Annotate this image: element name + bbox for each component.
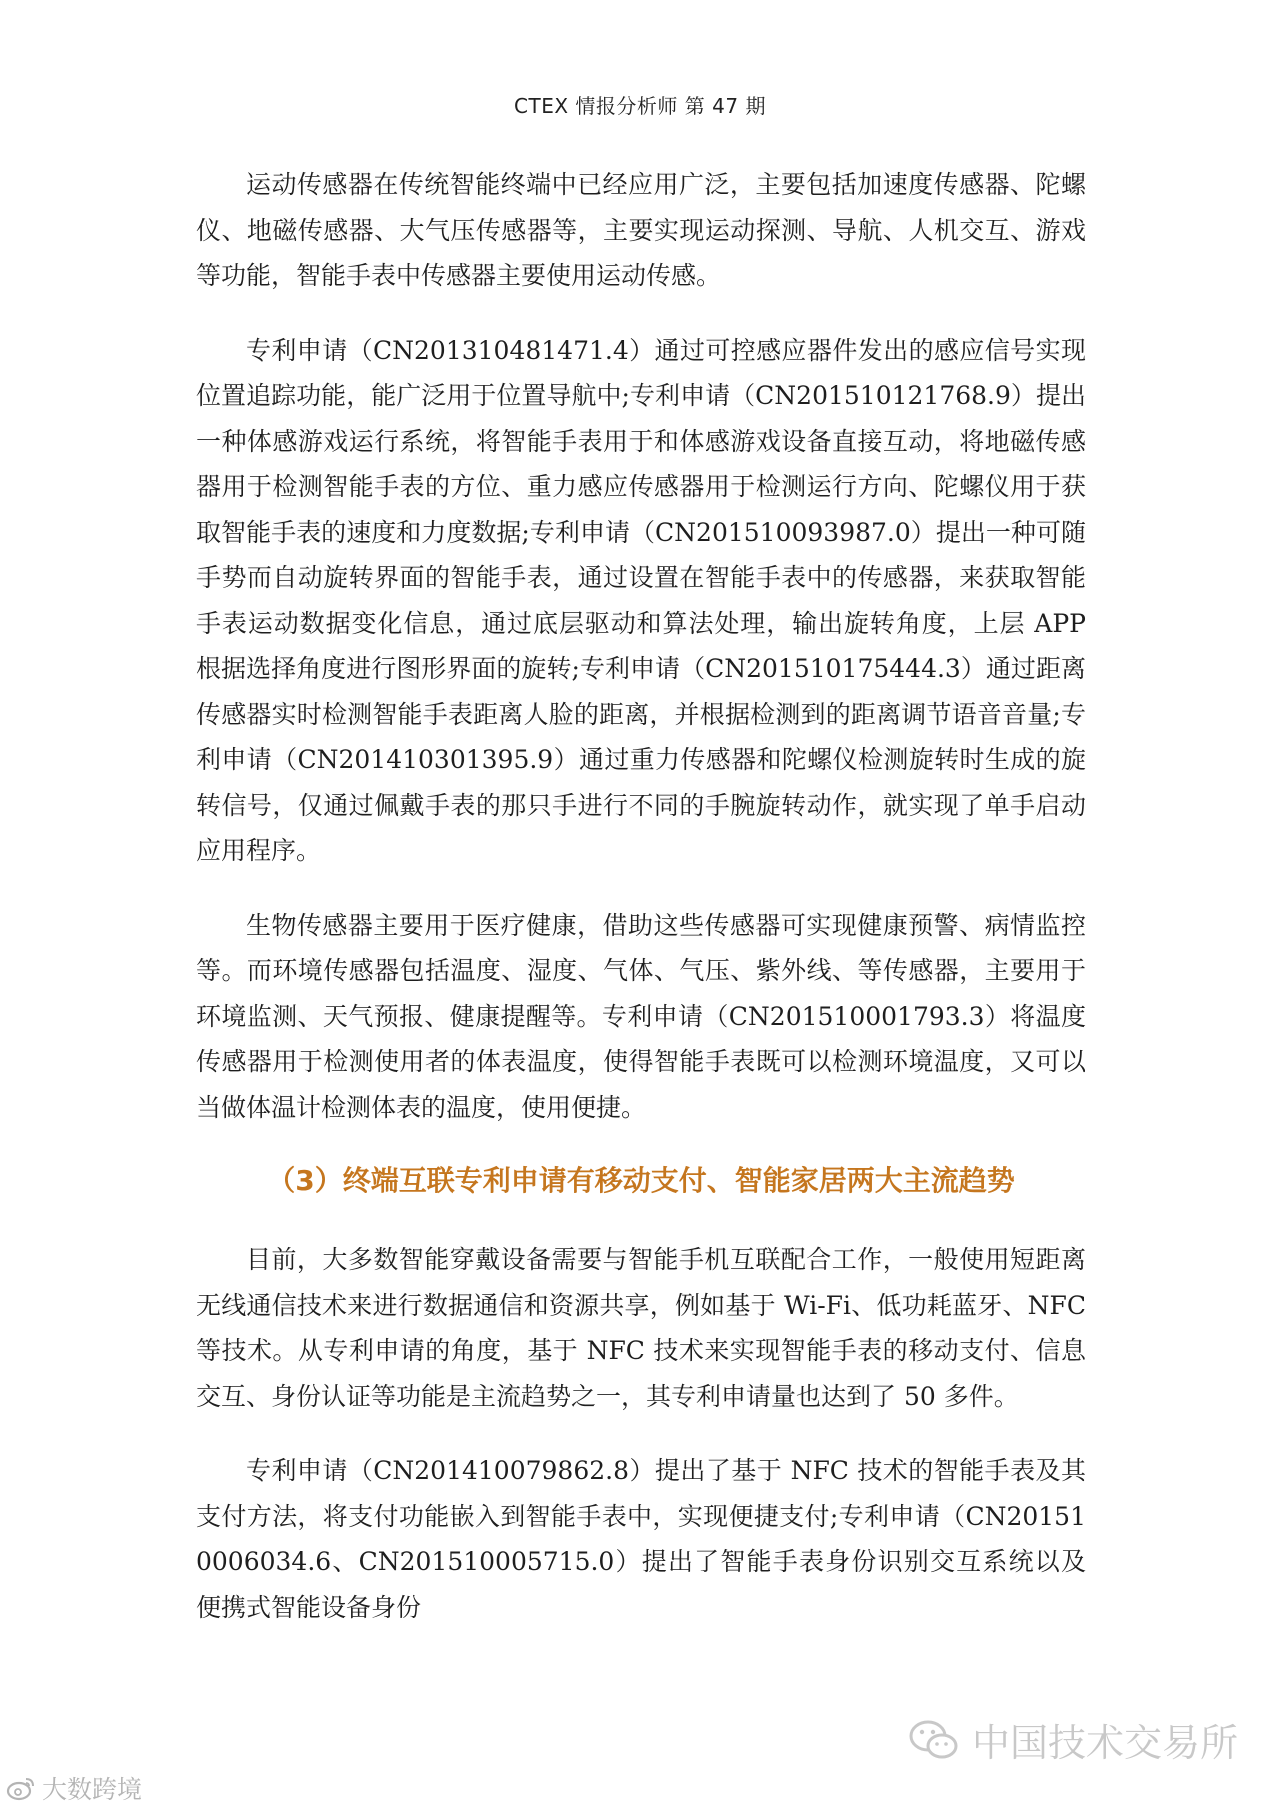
page-body (196, 162, 1086, 1659)
paragraph-interconnect: 目前，大多数智能穿戴设备需要与智能手机互联配合工作，一般使用短距离无线通信技术来进行数据通信和资源共享，例如基于 Wi-Fi、低功耗蓝牙、NFC 等技术。从专利申请的角度，基于 NFC 技术来实现智能手表的移动支付、信息交互、身份认证等功能是主流趋势之一，其专利申请量也达到了 50 多件。 (196, 1245, 1086, 1411)
paragraph-bio-env-sensors: 生物传感器主要用于医疗健康，借助这些传感器可实现健康预警、病情监控等。而环境传感器包括温度、湿度、气体、气压、紫外线、等传感器，主要用于环境监测、天气预报、健康提醒等。专利申请（CN201510001793.3）将温度传感器用于检测使用者的体表温度，使得智能手表既可以检测环境温度，又可以当做体温计检测体表的温度，使用便捷。 (196, 910, 1086, 1122)
wechat-icon (908, 1718, 960, 1762)
running-header: CTEX 情报分析师 第 47 期 (514, 94, 766, 118)
wechat-watermark (908, 1712, 1238, 1767)
wechat-account-name: 中国技术交易所 (971, 1721, 1238, 1765)
paragraph-nfc-patents: 专利申请（CN201410079862.8）提出了基于 NFC 技术的智能手表及其支付方法，将支付功能嵌入到智能手表中，实现便捷支付;专利申请（CN201510006034.6、CN201510005715.0）提出了智能手表身份识别交互系统以及便携式智能设备身份 (196, 1456, 1086, 1622)
weibo-account-name: 大数跨境 (42, 1775, 143, 1804)
paragraph-motion-sensors: 运动传感器在传统智能终端中已经应用广泛，主要包括加速度传感器、陀螺仪、地磁传感器、大气压传感器等，主要实现运动探测、导航、人机交互、游戏等功能，智能手表中传感器主要使用运动传感。 (196, 170, 1086, 290)
weibo-icon (6, 1775, 36, 1801)
weibo-watermark (6, 1770, 142, 1806)
paragraph-patent-examples: 专利申请（CN201310481471.4）通过可控感应器件发出的感应信号实现位置追踪功能，能广泛用于位置导航中;专利申请（CN201510121768.9）提出一种体感游戏运行系统，将智能手表用于和体感游戏设备直接互动，将地磁传感器用于检测智能手表的方位、重力感应传感器用于检测运行方向、陀螺仪用于获取智能手表的速度和力度数据;专利申请（CN201510093987.0）提出一种可随手势而自动旋转界面的智能手表，通过设置在智能手表中的传感器，来获取智能手表运动数据变化信息，通过底层驱动和算法处理，输出旋转角度，上层 APP 根据选择角度进行图形界面的旋转;专利申请（CN201510175444.3）通过距离传感器实时检测智能手表距离人脸的距离，并根据检测到的距离调节语音音量;专利申请（CN201410301395.9）通过重力传感器和陀螺仪检测旋转时生成的旋转信号，仅通过佩戴手表的那只手进行不同的手腕旋转动作，就实现了单手启动应用程序。 (196, 335, 1086, 865)
section-heading: （3）终端互联专利申请有移动支付、智能家居两大主流趋势 (267, 1164, 1015, 1197)
